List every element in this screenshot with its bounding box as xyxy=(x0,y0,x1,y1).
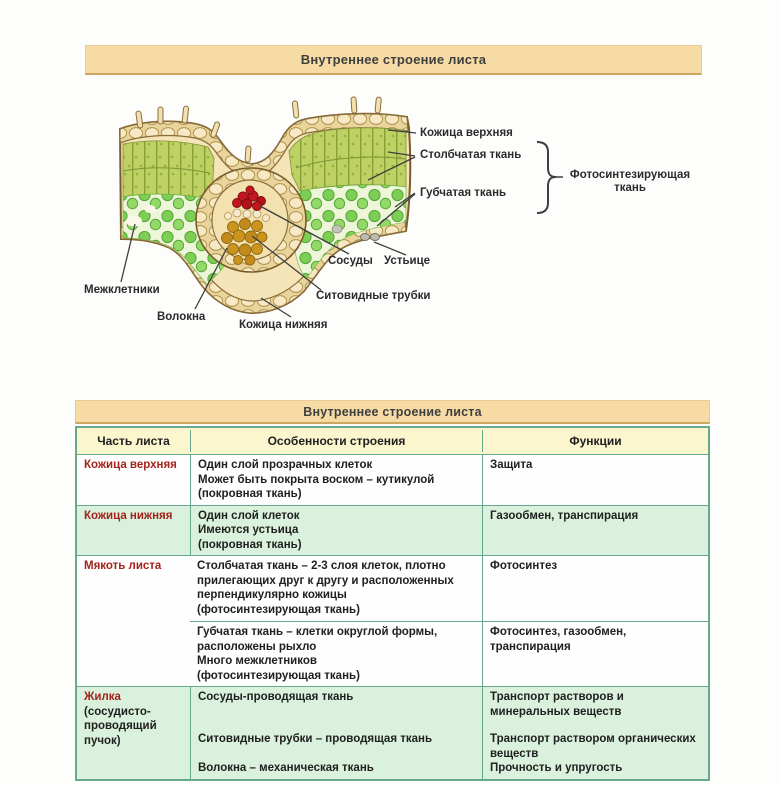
label-spongy-tissue: Губчатая ткань xyxy=(420,187,507,199)
text-line: прилегающих друг к другу и расположенных xyxy=(197,574,454,587)
text-line: проводящий xyxy=(84,720,157,732)
cell-structure xyxy=(190,556,482,621)
cell-structure xyxy=(190,687,482,779)
cell-functions xyxy=(482,687,708,779)
text-line: Может быть покрыта воском – кутикулой xyxy=(198,473,435,486)
text-line: Имеются устьица xyxy=(198,524,299,536)
label-photosynthesizing-tissue: Фотосинтезирующая ткань xyxy=(569,169,691,194)
text-line: (покровная ткань) xyxy=(198,488,302,500)
label-intercellular-spaces: Межклетники xyxy=(84,284,160,296)
text-line: Транспорт раствором органических xyxy=(490,733,696,745)
text-line: минеральных веществ xyxy=(490,705,622,718)
sub-row xyxy=(190,556,708,621)
cell-part: Кожица верхняя xyxy=(84,459,177,471)
cell-part: Мякоть листа xyxy=(84,560,162,572)
text-line: Сосуды-проводящая ткань xyxy=(198,691,354,703)
text-line: Прочность и упругость xyxy=(490,762,623,774)
text-line: Губчатая ткань – клетки округлой формы, xyxy=(197,626,438,638)
label-sieve-tubes: Ситовидные трубки xyxy=(316,290,431,302)
cell-functions xyxy=(482,622,708,686)
table-header-row xyxy=(77,428,708,454)
text-line: Один слой прозрачных клеток xyxy=(198,459,373,471)
leaf-structure-table xyxy=(75,426,710,781)
cell-structure xyxy=(190,455,482,505)
text-line: Фотосинтез, газообмен, xyxy=(490,626,627,638)
label-upper-epidermis: Кожица верхняя xyxy=(420,127,513,139)
text-line: Фотосинтез xyxy=(490,560,558,572)
palisade-tissue-left xyxy=(123,141,214,199)
label-lower-epidermis: Кожица нижняя xyxy=(239,319,328,331)
sub-row xyxy=(190,621,708,686)
text-line: (покровная ткань) xyxy=(198,538,302,551)
text-line: перпендикулярно кожицы xyxy=(197,589,347,601)
text-line: пучок) xyxy=(84,734,121,747)
cell-part xyxy=(77,687,190,779)
cell-subrows xyxy=(190,556,708,686)
table-row xyxy=(77,454,708,505)
text-line: Волокна – механическая ткань xyxy=(198,762,374,774)
cell-functions xyxy=(482,506,708,556)
label-fibers: Волокна xyxy=(157,311,206,323)
table-title: Внутреннее строение листа xyxy=(75,400,710,424)
text-line: (фотосинтезирующая ткань) xyxy=(197,669,360,682)
intercellular-space xyxy=(126,216,142,227)
cell-functions xyxy=(482,455,708,505)
label-stoma: Устьице xyxy=(384,255,431,267)
cell-functions xyxy=(482,556,708,621)
header-structure: Особенности строения xyxy=(190,430,482,453)
text-line: веществ xyxy=(490,747,539,760)
text-line: Защита xyxy=(490,459,533,471)
text-line: Один слой клеток xyxy=(198,509,300,522)
header-functions: Функции xyxy=(482,430,708,453)
palisade-tissue-right xyxy=(289,128,406,191)
brace xyxy=(537,142,556,213)
table-row xyxy=(77,505,708,556)
text-line: Газообмен, транспирация xyxy=(490,509,639,522)
table-row xyxy=(77,555,708,686)
cell-structure xyxy=(190,622,482,686)
cell-structure xyxy=(190,506,482,556)
text-line: Транспорт растворов и xyxy=(490,691,624,703)
label-vessels: Сосуды xyxy=(328,255,373,267)
text-line: Жилка xyxy=(84,691,121,703)
page-title: Внутреннее строение листа xyxy=(85,45,702,75)
cell-part: Кожица нижняя xyxy=(84,509,173,522)
header-part: Часть листа xyxy=(97,433,170,448)
text-line: транспирация xyxy=(490,640,571,653)
table-row xyxy=(77,686,708,779)
text-line: (фотосинтезирующая ткань) xyxy=(197,603,360,616)
text-line: Столбчатая ткань – 2-3 слоя клеток, плотно xyxy=(197,560,446,572)
text-line: расположены рыхло xyxy=(197,640,317,653)
text-line: Ситовидные трубки – проводящая ткань xyxy=(198,732,433,745)
label-palisade-tissue: Столбчатая ткань xyxy=(420,149,522,161)
text-line: (сосудисто- xyxy=(84,705,151,718)
text-line: Много межклетников xyxy=(197,655,317,667)
